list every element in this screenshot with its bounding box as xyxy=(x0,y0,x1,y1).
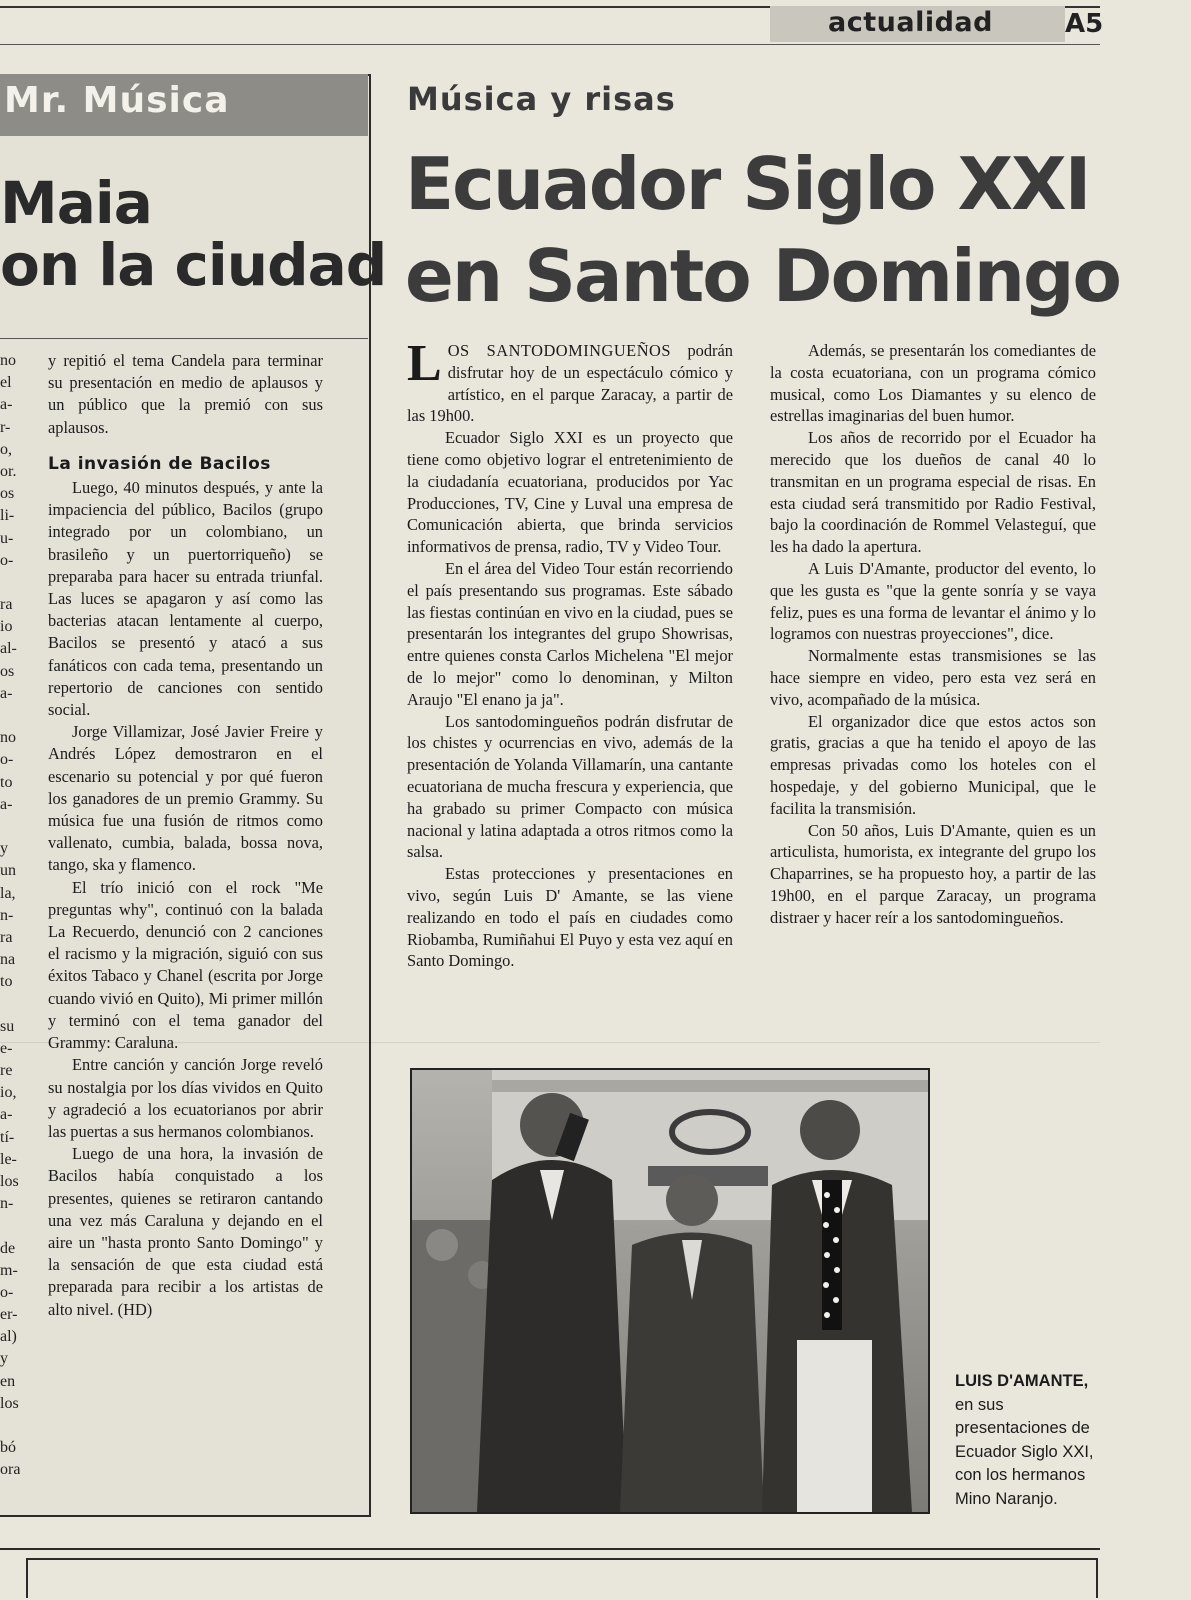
fragment-line: n- xyxy=(0,1195,14,1213)
fragment-line: o- xyxy=(0,751,14,769)
article-paragraph: Con 50 años, Luis D'Amante, quien es un articulista, humorista, ex integrante del grupo los Chaparrines, se ha propuesto hoy, a partir de las 19h00, en el parque Zaracay, un programa distraer y hacer reír a los santodomingueños. xyxy=(770,820,1096,927)
sidebar-rule xyxy=(0,338,368,339)
fragment-line: bó xyxy=(0,1439,16,1457)
sidebar-headline xyxy=(0,169,387,299)
fragment-line: o- xyxy=(0,551,14,569)
article-paragraph: El organizador dice que estos actos son gratis, gracias a que ha tenido el apoyo de las empresas privadas como los hoteles con el hospedaje, y del gobierno Municipal, que le facilita la transmisión. xyxy=(770,711,1096,818)
fragment-line: y xyxy=(0,840,8,858)
fragment-line xyxy=(0,1215,20,1237)
fragment-line: ora xyxy=(0,1461,20,1479)
fragment-line: er- xyxy=(0,1306,18,1324)
article-headline xyxy=(405,138,1120,322)
fragment-line: ra xyxy=(0,596,13,614)
photo-caption xyxy=(955,1370,1095,1511)
stage-photo-illustration xyxy=(412,1070,928,1512)
article-paragraph: Normalmente estas transmisiones se las hace siempre en video, pero esta vez será en vivo, acompañado de la música. xyxy=(770,646,1096,709)
fragment-line: de xyxy=(0,1239,16,1257)
fragment-line: os xyxy=(0,485,15,503)
sidebar-kicker: Mr. Música xyxy=(4,80,230,121)
fragment-line: le- xyxy=(0,1150,17,1168)
fragment-line: en xyxy=(0,1372,16,1390)
article-paragraph: Ecuador Siglo XXI es un proyecto que tiene como objetivo lograr el entretenimiento de la ciudadanía ecuatoriana, producidos por Yac Producciones, TV, Cine y Luval una empresa de Comunicación abierta, que brinda servicios informativos de prensa, radio, TV y Video Tour. xyxy=(407,428,733,557)
fragment-line: m- xyxy=(0,1261,18,1279)
article-headline-line1: Ecuador Siglo XXI xyxy=(405,142,1090,226)
fragment-line: os xyxy=(0,662,15,680)
fragment-line xyxy=(0,993,20,1015)
header-rule xyxy=(0,44,1100,45)
article-column-2 xyxy=(770,340,1096,929)
page-number: A5 xyxy=(1065,9,1104,39)
fragment-line xyxy=(0,1415,20,1437)
fragment-line: a- xyxy=(0,396,13,414)
footer-rule xyxy=(0,1548,1100,1550)
clipped-column-fragments xyxy=(0,350,20,1482)
fragment-line: u- xyxy=(0,529,14,547)
fragment-line: ra xyxy=(0,928,13,946)
article-paragraph: Los años de recorrido por el Ecuador ha merecido que los dueños de canal 40 lo transmitan en un programa especial de risas. En esta ciudad será transmitido por Radio Festival, bajo la coordinación de Rommel Velasteguí, que les ha dado la apertura. xyxy=(770,428,1096,557)
sidebar-paragraph: Entre canción y canción Jorge reveló su nostalgia por los días vividos en Quito y agradeció a los ecuatorianos por abrir las puertas a sus hermanos colombianos. xyxy=(48,1055,323,1141)
article-headline-line2: en Santo Domingo xyxy=(405,234,1120,318)
sidebar-paragraph: Luego de una hora, la invasión de Bacilos había conquistado a los presentes, quienes se retiraron cantando una vez más Caraluna y dejando en el aire un "hasta pronto Santo Domingo" y la sensación de que esta ciudad está preparada para recibir a los artistas de alto nivel. (HD) xyxy=(48,1144,323,1319)
sidebar-subhead: La invasión de Bacilos xyxy=(48,453,271,474)
fragment-line: to xyxy=(0,973,13,991)
fragment-line: los xyxy=(0,1394,19,1412)
fragment-line: li- xyxy=(0,507,15,525)
fragment-line: al- xyxy=(0,640,17,658)
lead-text: podrán disfrutar hoy de un espectáculo cómico y artístico, en el parque Zaracay, a partir de las 19h00. xyxy=(407,341,733,426)
article-kicker: Música y risas xyxy=(407,80,676,118)
sidebar-paragraph: Jorge Villamizar, José Javier Freire y Andrés López demostraron en el escenario su potencial y por qué fueron los ganadores de un premio Grammy. Su música fue una fusión de ritmos como vallenato, cumbia, balada, bossa nova, tango, ska y flamenco. xyxy=(48,722,323,875)
lead-caps: OS SANTODOMINGUEÑOS xyxy=(447,341,671,360)
caption-text: en sus presentaciones de Ecuador Siglo XXI, con los hermanos Mino Naranjo. xyxy=(955,1395,1094,1508)
article-column-1 xyxy=(407,335,733,972)
fragment-line: o, xyxy=(0,440,12,458)
fragment-line: to xyxy=(0,773,13,791)
sidebar-headline-line1: Maia xyxy=(0,169,152,237)
fragment-line: io, xyxy=(0,1084,17,1102)
fragment-line xyxy=(0,705,20,727)
article-paragraph: Además, se presentarán los comediantes de la costa ecuatoriana, con un programa cómico musical, como Los Diamantes y su elenco de estrellas imaginarias del buen humor. xyxy=(770,341,1096,426)
fragment-line: a- xyxy=(0,1106,13,1124)
fragment-line: re xyxy=(0,1062,13,1079)
article-paragraph: En el área del Video Tour están recorriendo el país presentando sus programas. Este sábado las fiestas continúan en vivo en la ciudad, pues se presentarán los integrantes del grupo Showrisas, entre quienes consta Carlos Michelena "El mejor de lo mejor" como lo denominan, y Milton Araujo "El enano ja ja". xyxy=(407,558,733,709)
fragment-line: al) xyxy=(0,1328,17,1346)
fragment-line: su xyxy=(0,1017,15,1035)
sidebar-paragraph: Luego, 40 minutos después, y ante la impaciencia del público, Bacilos (grupo integrado por un colombiano, un brasileño y un puertorriqueño) se preparaba para hacer su entrada triunfal. Las luces se apagaron y así como las bacterias atacan lentamente al cuerpo, Bacilos se presentó y atacó a sus fanáticos con cada tema, presentando un repertorio de canciones con sentido social. xyxy=(48,478,323,720)
bottom-ad-frame xyxy=(26,1558,1098,1598)
fragment-line: el xyxy=(0,374,12,392)
caption-name: LUIS D'AMANTE, xyxy=(955,1372,1089,1390)
fragment-line: n- xyxy=(0,906,14,924)
article-lead-paragraph xyxy=(407,335,733,427)
fragment-line: a- xyxy=(0,795,13,813)
drop-cap: L xyxy=(407,335,442,392)
fragment-line: na xyxy=(0,951,16,969)
sidebar-headline-line2: on la ciudad xyxy=(0,231,387,299)
fragment-line: or. xyxy=(0,462,17,480)
article-paragraph: A Luis D'Amante, productor del evento, lo que les gusta es "que la gente sonría y se vaya feliz, pues es una forma de levantar el ánimo y lo logramos con nuestras proyecciones", dice. xyxy=(770,558,1096,644)
article-paragraph: Los santodomingueños podrán disfrutar de los chistes y ocurrencias en vivo, además de la presentación de Yolanda Villamarín, una cantante ecuatoriana de mucha frescura y experiencia, que ha grabado su primer Compacto con música nacional y latina adaptada a otros ritmos como la salsa. xyxy=(407,711,733,862)
sidebar-body xyxy=(48,350,323,1321)
fragment-line: no xyxy=(0,352,16,369)
article-paragraph: Estas protecciones y presentaciones en vivo, según Luis D' Amante, se las viene realizando en todo el país en ciudades como Riobamba, Rumiñahui El Puyo y esta vez aquí en Santo Domingo. xyxy=(407,864,733,971)
article-photo xyxy=(410,1068,930,1514)
fragment-line: un xyxy=(0,862,16,880)
paper-fold-line xyxy=(0,1042,1100,1043)
sidebar-paragraph: El trío inició con el rock "Me preguntas why", continuó con la balada La Recuerdo, denunció con 2 canciones el racismo y la migración, siguió con sus éxitos Tabaco y Chanel (escrita por Jorge cuando vivió en Quito), Mi primer millón y terminó con el tema ganador del Grammy: Caraluna. xyxy=(48,877,323,1053)
fragment-line: r- xyxy=(0,418,11,436)
fragment-line: tí- xyxy=(0,1128,15,1146)
fragment-line: no xyxy=(0,729,16,747)
fragment-line: e- xyxy=(0,1039,13,1057)
fragment-line: io xyxy=(0,618,13,636)
fragment-line: la, xyxy=(0,884,16,902)
fragment-line xyxy=(0,572,20,594)
sidebar-paragraph: y repitió el tema Candela para terminar su presentación en medio de aplausos y un público que la premió con sus aplausos. xyxy=(48,351,323,437)
fragment-line: o- xyxy=(0,1283,14,1301)
fragment-line: y xyxy=(0,1350,8,1368)
section-label: actualidad xyxy=(828,7,993,38)
fragment-line: a- xyxy=(0,684,13,702)
fragment-line: los xyxy=(0,1172,19,1190)
fragment-line xyxy=(0,816,20,838)
